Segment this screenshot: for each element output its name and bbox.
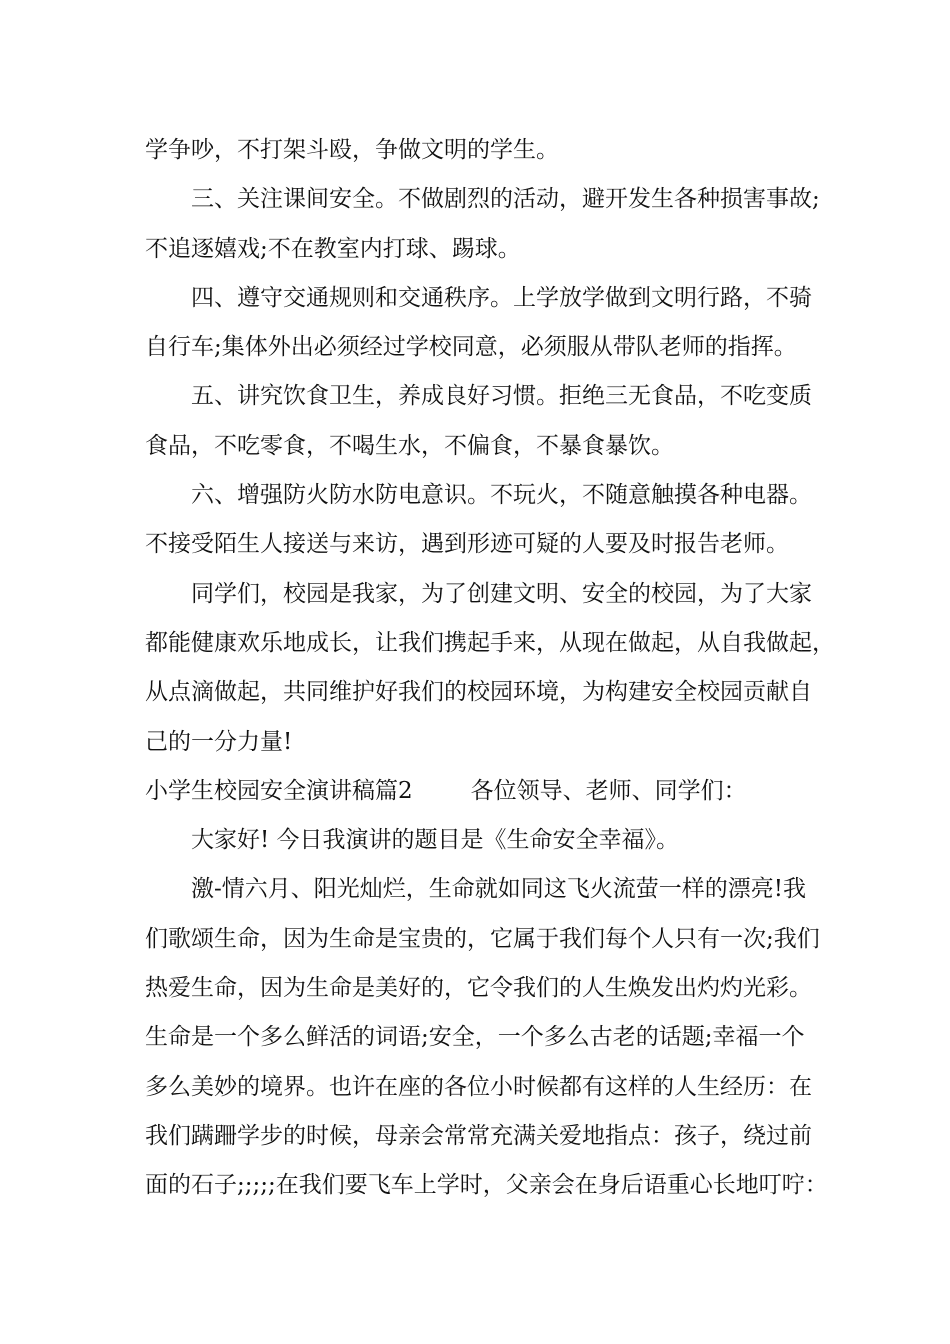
- paragraph-line: 都能健康欢乐地成长，让我们携起手来，从现在做起，从自我做起，: [145, 629, 835, 656]
- paragraph-line: 生命是一个多么鲜活的词语;安全，一个多么古老的话题;幸福一个: [145, 1024, 805, 1051]
- paragraph-line: 四、遵守交通规则和交通秩序。上学放学做到文明行路，不骑: [191, 284, 812, 311]
- paragraph-line: 食品，不吃零食，不喝生水，不偏食，不暴食暴饮。: [145, 432, 674, 459]
- paragraph-line: 学争吵，不打架斗殴，争做文明的学生。: [145, 137, 559, 163]
- paragraph-line: 不接受陌生人接送与来访，遇到形迹可疑的人要及时报告老师。: [145, 531, 789, 558]
- paragraph-line: 多么美妙的境界。也许在座的各位小时候都有这样的人生经历：在: [145, 1073, 812, 1100]
- paragraph-line: 我们蹒跚学步的时候，母亲会常常充满关爱地指点：孩子，绕过前: [145, 1122, 812, 1149]
- paragraph-line: 不追逐嬉戏;不在教室内打球、踢球。: [145, 235, 521, 262]
- paragraph-line: 六、增强防火防水防电意识。不玩火，不随意触摸各种电器。: [191, 482, 812, 509]
- paragraph-line: 们歌颂生命，因为生命是宝贵的，它属于我们每个人只有一次;我们: [145, 925, 820, 952]
- paragraph-line: 大家好! 今日我演讲的题目是《生命安全幸福》。: [191, 827, 680, 854]
- section-title: 小学生校园安全演讲稿篇2: [145, 777, 413, 804]
- paragraph-line: 五、讲究饮食卫生，养成良好习惯。拒绝三无食品，不吃变质: [191, 383, 812, 410]
- paragraph-line: 激-情六月、阳光灿烂，生命就如同这飞火流萤一样的漂亮!我: [191, 876, 807, 903]
- paragraph-line: 自行车;集体外出必须经过学校同意，必须服从带队老师的指挥。: [145, 334, 797, 361]
- paragraph-line: 己的一分力量!: [145, 728, 293, 755]
- section-heading: [145, 767, 825, 816]
- section-salutation: 各位领导、老师、同学们：: [470, 777, 747, 804]
- paragraph-line: 从点滴做起，共同维护好我们的校园环境，为构建安全校园贡献自: [145, 679, 812, 706]
- paragraph-line: 面的石子;;;;;在我们要飞车上学时，父亲会在身后语重心长地叮咛：: [145, 1172, 828, 1199]
- paragraph-line: 三、关注课间安全。不做剧烈的活动，避开发生各种损害事故;: [191, 186, 820, 213]
- paragraph-line: 同学们，校园是我家，为了创建文明、安全的校园，为了大家: [191, 580, 812, 607]
- document-body: [145, 126, 835, 1211]
- paragraph-line: 热爱生命，因为生命是美好的，它令我们的人生焕发出灼灼光彩。: [145, 975, 812, 1002]
